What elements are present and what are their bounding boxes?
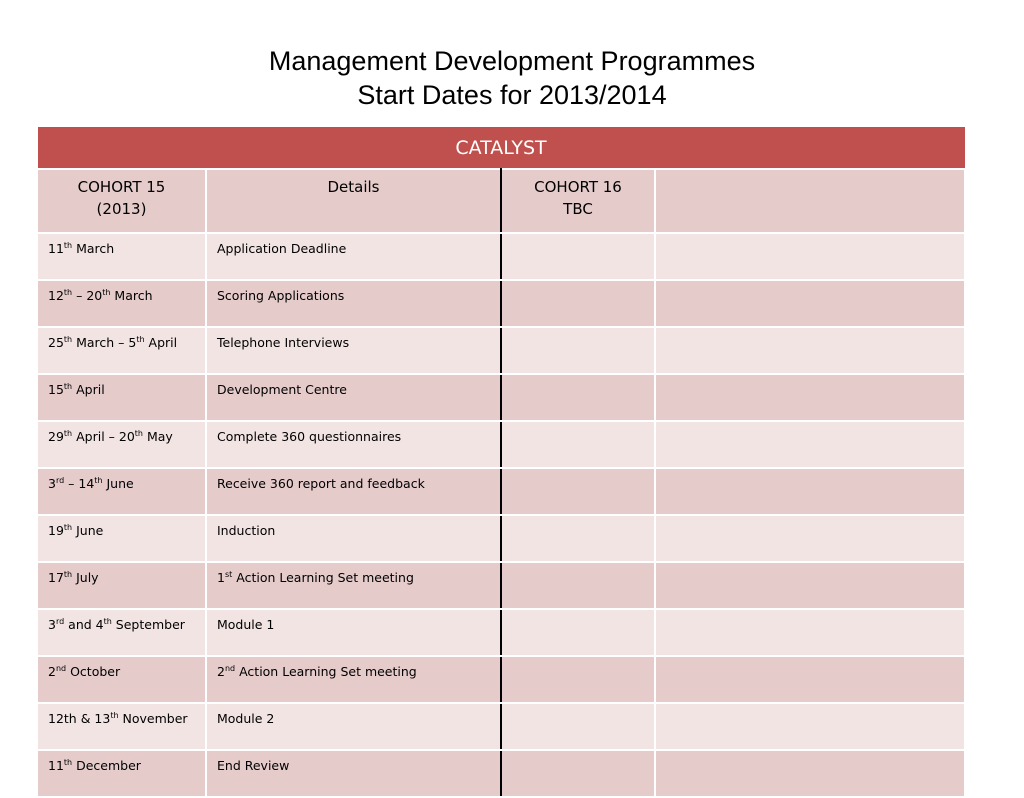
cell-text: Module 2 bbox=[217, 711, 275, 726]
details-cell bbox=[206, 750, 501, 797]
details-cell bbox=[206, 703, 501, 750]
blank-cell bbox=[655, 515, 965, 562]
cell-text: Complete 360 questionnaires bbox=[217, 429, 402, 444]
blank-cell bbox=[655, 421, 965, 468]
blank-cell bbox=[655, 233, 965, 280]
details-cell bbox=[206, 233, 501, 280]
blank-cell bbox=[655, 656, 965, 703]
table-row bbox=[37, 421, 965, 468]
cell-text: November bbox=[118, 711, 188, 727]
cell-text: – 14 bbox=[64, 476, 95, 492]
header-line: (2013) bbox=[96, 200, 147, 218]
cohort-16-cell bbox=[501, 233, 655, 280]
cell-text: March bbox=[72, 241, 115, 257]
ordinal-suffix: th bbox=[110, 711, 119, 720]
ordinal-suffix: th bbox=[63, 335, 73, 344]
header-line: Details bbox=[327, 178, 380, 196]
table-row bbox=[37, 327, 965, 374]
catalyst-banner: CATALYST bbox=[37, 127, 965, 170]
cell-text: December bbox=[72, 758, 141, 774]
cohort-15-header bbox=[37, 169, 206, 233]
date-cell bbox=[37, 656, 206, 703]
schedule-table bbox=[36, 126, 966, 798]
cohort-16-cell bbox=[501, 374, 655, 421]
details-cell bbox=[206, 468, 501, 515]
blank-cell bbox=[655, 327, 965, 374]
ordinal-suffix: st bbox=[224, 570, 233, 579]
table-row bbox=[37, 562, 965, 609]
blank-cell bbox=[655, 703, 965, 750]
page-title bbox=[0, 44, 1024, 112]
blank-cell bbox=[655, 609, 965, 656]
cell-text: July bbox=[72, 570, 99, 586]
details-cell bbox=[206, 609, 501, 656]
cell-text: 1 bbox=[217, 570, 225, 586]
cohort-16-cell bbox=[501, 750, 655, 797]
header-row bbox=[37, 169, 965, 233]
details-header bbox=[206, 169, 501, 233]
date-cell bbox=[37, 609, 206, 656]
cell-text: 11 bbox=[48, 758, 64, 774]
cell-text: 2 bbox=[217, 664, 225, 680]
cohort-16-cell bbox=[501, 421, 655, 468]
cell-text: 12th & 13 bbox=[48, 711, 111, 727]
ordinal-suffix: th bbox=[63, 241, 73, 250]
table-row bbox=[37, 656, 965, 703]
cell-text: 12 bbox=[48, 288, 64, 304]
ordinal-suffix: th bbox=[63, 288, 73, 297]
ordinal-suffix: th bbox=[63, 429, 73, 438]
ordinal-suffix: th bbox=[63, 523, 73, 532]
details-cell bbox=[206, 656, 501, 703]
ordinal-suffix: th bbox=[63, 758, 73, 767]
table-row bbox=[37, 468, 965, 515]
details-cell bbox=[206, 327, 501, 374]
table-row bbox=[37, 750, 965, 797]
cohort-16-cell bbox=[501, 656, 655, 703]
table-row bbox=[37, 374, 965, 421]
cohort-16-cell bbox=[501, 703, 655, 750]
table-body bbox=[37, 233, 965, 797]
cell-text: April bbox=[144, 335, 178, 351]
cell-text: Induction bbox=[217, 523, 276, 538]
cell-text: 25 bbox=[48, 335, 64, 351]
cell-text: June bbox=[72, 523, 104, 539]
ordinal-suffix: th bbox=[63, 382, 73, 391]
cell-text: End Review bbox=[217, 758, 290, 773]
date-cell bbox=[37, 703, 206, 750]
ordinal-suffix: th bbox=[134, 429, 143, 438]
title-line-1: Management Development Programmes bbox=[268, 46, 756, 76]
cell-text: 17 bbox=[48, 570, 64, 586]
cell-text: 15 bbox=[48, 382, 64, 398]
details-cell bbox=[206, 562, 501, 609]
cohort-16-cell bbox=[501, 468, 655, 515]
cell-text: Action Learning Set meeting bbox=[232, 570, 414, 586]
header-line: COHORT 15 bbox=[77, 178, 166, 196]
cohort-16-cell bbox=[501, 280, 655, 327]
date-cell bbox=[37, 327, 206, 374]
date-cell bbox=[37, 374, 206, 421]
cell-text: Telephone Interviews bbox=[217, 335, 350, 350]
cell-text: March bbox=[110, 288, 153, 304]
date-cell bbox=[37, 515, 206, 562]
ordinal-suffix: th bbox=[103, 617, 112, 626]
ordinal-suffix: rd bbox=[55, 476, 65, 485]
cell-text: Scoring Applications bbox=[217, 288, 345, 303]
cohort-16-cell bbox=[501, 609, 655, 656]
table-row bbox=[37, 233, 965, 280]
ordinal-suffix: th bbox=[94, 476, 103, 485]
ordinal-suffix: nd bbox=[55, 664, 67, 673]
blank-cell bbox=[655, 468, 965, 515]
cell-text: October bbox=[66, 664, 121, 680]
cohort-16-cell bbox=[501, 562, 655, 609]
cell-text: Receive 360 report and feedback bbox=[217, 476, 425, 491]
table-row bbox=[37, 280, 965, 327]
cell-text: Application Deadline bbox=[217, 241, 347, 256]
cell-text: September bbox=[111, 617, 185, 633]
cell-text: and 4 bbox=[64, 617, 104, 633]
header-line: COHORT 16 bbox=[534, 178, 622, 196]
cell-text: Module 1 bbox=[217, 617, 275, 632]
cell-text: April bbox=[72, 382, 105, 398]
date-cell bbox=[37, 280, 206, 327]
banner-row bbox=[37, 127, 965, 170]
details-cell bbox=[206, 280, 501, 327]
cohort-16-cell bbox=[501, 515, 655, 562]
details-cell bbox=[206, 374, 501, 421]
details-cell bbox=[206, 421, 501, 468]
blank-cell bbox=[655, 374, 965, 421]
cell-text: 3 bbox=[48, 617, 56, 633]
ordinal-suffix: th bbox=[63, 570, 73, 579]
table-row bbox=[37, 515, 965, 562]
ordinal-suffix: th bbox=[136, 335, 145, 344]
cell-text: March – 5 bbox=[72, 335, 137, 351]
ordinal-suffix: rd bbox=[55, 617, 65, 626]
date-cell bbox=[37, 233, 206, 280]
ordinal-suffix: th bbox=[102, 288, 111, 297]
cell-text: May bbox=[143, 429, 173, 445]
blank-cell bbox=[655, 280, 965, 327]
cell-text: Development Centre bbox=[217, 382, 347, 397]
table-row bbox=[37, 609, 965, 656]
cell-text: 2 bbox=[48, 664, 56, 680]
date-cell bbox=[37, 468, 206, 515]
cell-text: June bbox=[102, 476, 134, 492]
blank-header bbox=[655, 169, 965, 233]
cell-text: April – 20 bbox=[72, 429, 135, 445]
cell-text: 3 bbox=[48, 476, 56, 492]
cell-text: 19 bbox=[48, 523, 64, 539]
date-cell bbox=[37, 750, 206, 797]
cell-text: 29 bbox=[48, 429, 64, 445]
header-line: TBC bbox=[563, 200, 593, 218]
cell-text: 11 bbox=[48, 241, 64, 257]
date-cell bbox=[37, 562, 206, 609]
title-line-2: Start Dates for 2013/2014 bbox=[357, 80, 667, 110]
table-row bbox=[37, 703, 965, 750]
cohort-16-cell bbox=[501, 327, 655, 374]
cell-text: – 20 bbox=[72, 288, 103, 304]
details-cell bbox=[206, 515, 501, 562]
blank-cell bbox=[655, 562, 965, 609]
blank-cell bbox=[655, 750, 965, 797]
cohort-16-header bbox=[501, 169, 655, 233]
cell-text: Action Learning Set meeting bbox=[235, 664, 417, 680]
date-cell bbox=[37, 421, 206, 468]
ordinal-suffix: nd bbox=[224, 664, 236, 673]
